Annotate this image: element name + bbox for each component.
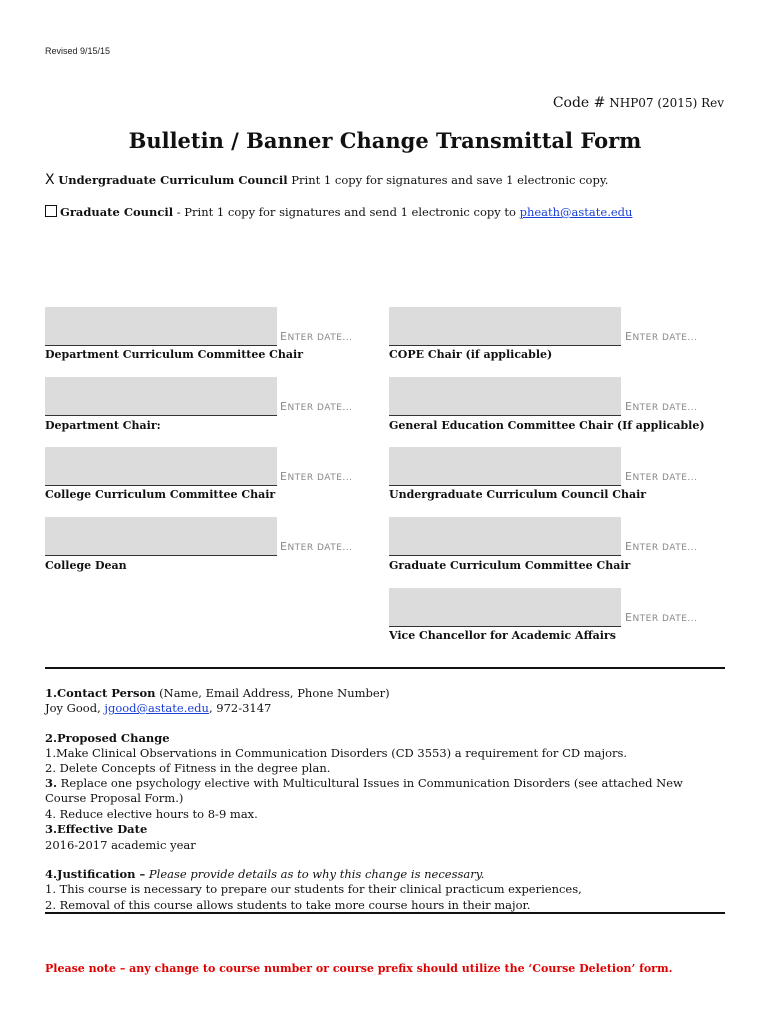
council-instructions: - Print 1 copy for signatures and send 1 electronic copy to: [173, 205, 520, 219]
section-divider: [45, 667, 725, 669]
date-field[interactable]: ENTER DATE...: [280, 330, 353, 343]
date-field[interactable]: ENTER DATE...: [625, 400, 698, 413]
proposed-item: 4. Reduce elective hours to 8-9 max.: [45, 807, 258, 821]
contact-heading-line: [45, 686, 725, 701]
unchecked-box-icon[interactable]: [45, 205, 57, 217]
proposed-heading: 2.Proposed Change: [45, 731, 170, 745]
date-field[interactable]: ENTER DATE...: [625, 540, 698, 553]
revision-date: Revised 9/15/15: [45, 46, 111, 56]
justification-heading: 4.Justification –: [45, 867, 146, 881]
date-field[interactable]: ENTER DATE...: [625, 611, 698, 624]
signature-field[interactable]: [389, 588, 621, 627]
justification-hint: Please provide details as to why this change is necessary.: [145, 867, 485, 881]
date-field[interactable]: ENTER DATE...: [625, 330, 698, 343]
contact-email-link[interactable]: jgood@astate.edu: [104, 701, 209, 715]
signature-field[interactable]: [45, 447, 277, 486]
signature-field[interactable]: [389, 377, 621, 416]
signature-field[interactable]: [45, 517, 277, 556]
contact-name: Joy Good,: [45, 701, 105, 715]
signature-label: College Curriculum Committee Chair: [45, 488, 276, 501]
checked-mark-icon[interactable]: X: [45, 172, 55, 188]
council-option-graduate[interactable]: [45, 205, 632, 219]
code-label: Code #: [552, 95, 606, 111]
council-name: Graduate Council: [60, 205, 174, 219]
date-field[interactable]: ENTER DATE...: [280, 400, 353, 413]
signature-field[interactable]: [45, 377, 277, 416]
justification-item: 1. This course is necessary to prepare our students for their clinical practicum experiences,: [45, 882, 582, 896]
justification-item: 2. Removal of this course allows students to take more course hours in their major.: [45, 898, 531, 912]
date-field[interactable]: ENTER DATE...: [280, 470, 353, 483]
signature-label: College Dean: [45, 559, 127, 572]
signature-label: Graduate Curriculum Committee Chair: [389, 559, 631, 572]
council-name: Undergraduate Curriculum Council: [58, 173, 288, 187]
signature-field[interactable]: [45, 307, 277, 346]
form-code: [553, 95, 724, 111]
section-divider: [45, 912, 725, 914]
footer-note: Please note – any change to course number or course prefix should utilize the ‘Course Deletion’ form.: [45, 962, 673, 975]
contact-phone: , 972-3147: [208, 701, 272, 715]
effective-heading: 3.Effective Date: [45, 822, 148, 836]
code-value: NHP07 (2015) Rev: [609, 96, 724, 110]
signature-field[interactable]: [389, 447, 621, 486]
signature-label: Undergraduate Curriculum Council Chair: [389, 488, 647, 501]
email-link[interactable]: pheath@astate.edu: [519, 205, 633, 219]
date-field[interactable]: ENTER DATE...: [625, 470, 698, 483]
signature-label: Vice Chancellor for Academic Affairs: [389, 629, 616, 642]
signature-label: General Education Committee Chair (If applicable): [389, 419, 705, 432]
justification-heading-line: [45, 867, 725, 882]
proposed-item: 1.Make Clinical Observations in Communication Disorders (CD 3553) a requirement for CD majors.: [45, 746, 628, 760]
council-instructions: Print 1 copy for signatures and save 1 electronic copy.: [287, 173, 609, 187]
contact-heading: 1.Contact Person: [45, 686, 156, 700]
signature-field[interactable]: [389, 517, 621, 556]
proposed-item: 3. Replace one psychology elective with Multicultural Issues in Communication Disorders (see attached New Course Proposal Form.): [45, 776, 683, 805]
proposed-item: 2. Delete Concepts of Fitness in the degree plan.: [45, 761, 331, 775]
council-option-undergraduate[interactable]: [45, 172, 608, 188]
signature-label: Department Curriculum Committee Chair: [45, 348, 304, 361]
effective-value: 2016-2017 academic year: [45, 838, 196, 852]
signature-field[interactable]: [389, 307, 621, 346]
signature-label: COPE Chair (if applicable): [389, 348, 553, 361]
date-field[interactable]: ENTER DATE...: [280, 540, 353, 553]
page-title: Bulletin / Banner Change Transmittal Form: [128, 128, 642, 153]
contact-details: [45, 701, 725, 716]
signature-label: Department Chair:: [45, 419, 161, 432]
contact-hint: (Name, Email Address, Phone Number): [155, 686, 390, 700]
